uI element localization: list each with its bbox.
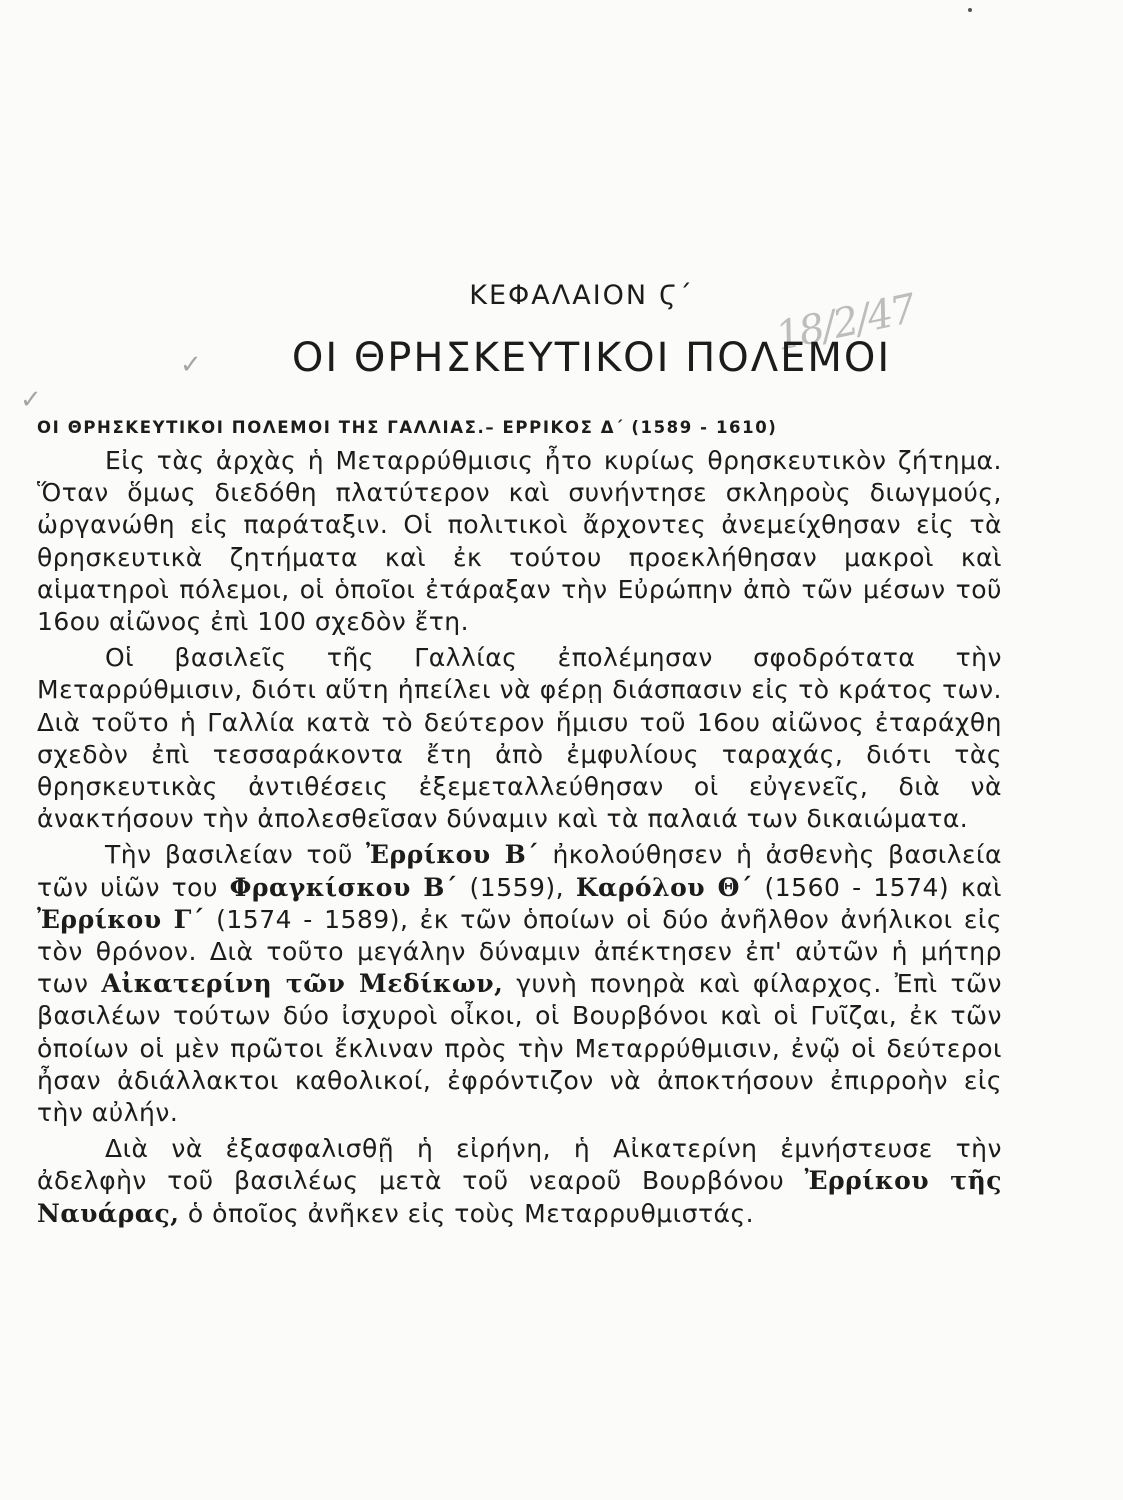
chapter-title: ΟΙ ΘΡΗΣΚΕΥΤΙΚΟΙ ΠΟΛΕΜΟΙ	[291, 335, 892, 381]
name-karolos-th: Καρόλου Θ΄	[575, 872, 753, 902]
name-errikos-b: Ἐρρίκου Β΄	[366, 840, 540, 870]
paragraph-text: (1559),	[457, 872, 576, 902]
section-heading: ΟΙ ΘΡΗΣΚΕΥΤΙΚΟΙ ΠΟΛΕΜΟΙ ΤΗΣ ΓΑΛΛΙΑΣ.– ΕΡΡΙΚΟΣ Δ΄ (1589 - 1610)	[37, 418, 778, 437]
paragraph-text: (1560 - 1574) καὶ	[752, 872, 1002, 902]
check-mark-icon: ✓	[180, 350, 202, 380]
paragraph-text: (1574 - 1589), ἐκ τῶν ὁποίων οἱ δύο ἀνῆλθον ἀνήλικοι εἰς τὸν θρόνον. Διὰ τοῦτο μεγάλην δύναμιν ἀπέκτησεν ἐπ' αὐτῶν ἡ μήτηρ των	[37, 904, 1003, 999]
paragraph-text: Τὴν βασιλείαν τοῦ	[105, 840, 367, 870]
paragraph-4	[37, 1133, 1002, 1230]
paragraph-3	[37, 839, 1002, 1129]
check-mark-icon: ✓	[20, 385, 42, 415]
paragraph-2: Οἱ βασιλεῖς τῆς Γαλλίας ἐπολέμησαν σφοδρότατα τὴν Μεταρρύθμισιν, διότι αὕτη ἠπείλει νὰ φέρῃ διάσπασιν εἰς τὸ κράτος των. Διὰ τοῦτο ἡ Γαλλία κατὰ τὸ δεύτερον ἥμισυ τοῦ 16ου αἰῶνος ἐταράχθη σχεδὸν ἐπὶ τεσσαράκοντα ἔτη ἀπὸ ἐμφυλίους ταραχάς, διότι τὰς θρησκευτικὰς ἀντιθέσεις ἐξεμεταλλεύθησαν οἱ εὐγενεῖς, διὰ νὰ ἀνακτήσουν τὴν ἀπολεσθεῖσαν δύναμιν καὶ τὰ παλαιά των δικαιώματα.	[37, 643, 1002, 834]
name-errikos-g: Ἐρρίκου Γ΄	[37, 904, 205, 934]
paragraph-text: Διὰ νὰ ἐξασφαλισθῇ ἡ εἰρήνη, ἡ Αἰκατερίνη ἐμνήστευσε τὴν ἀδελφὴν τοῦ βασιλέως μετὰ τοῦ νεαροῦ Βουρβόνου	[37, 1134, 1002, 1196]
scan-speck	[968, 8, 972, 12]
paragraph-text: γυνὴ πονηρὰ καὶ φίλαρχος. Ἐπὶ τῶν βασιλέων τούτων δύο ἰσχυροὶ οἶκοι, οἱ Βουρβόνοι καὶ οἱ Γυῖζαι, ἐκ τῶν ὁποίων οἱ μὲν πρῶτοι ἔκλιναν πρὸς τὴν Μεταρρύθμισιν, ἐνῷ οἱ δεύτεροι ἦσαν ἀδιάλλακτοι καθολικοί, ἐφρόντιζον νὰ ἀποκτήσουν ἐπιρροὴν εἰς τὴν αὐλήν.	[37, 969, 1002, 1128]
name-fragkiskos-b: Φραγκίσκου Β΄	[229, 872, 458, 902]
handwritten-date-annotation: 18/2/47	[771, 285, 919, 361]
name-aikaterini-medici: Αἰκατερίνη τῶν Μεδίκων,	[101, 969, 504, 999]
name-errikos-navarra: Ἐρρίκου τῆς Ναυάρας,	[37, 1166, 1002, 1228]
paragraph-text: ὁ ὁποῖος ἀνῆκεν εἰς τοὺς Μεταρρυθμιστάς.	[179, 1198, 755, 1228]
chapter-label: ΚΕΦΑΛΑΙΟΝ Ϛ΄	[469, 280, 694, 311]
paragraph-text: ἠκολούθησεν ἡ ἀσθενὴς βασιλεία τῶν υἱῶν του	[37, 840, 1002, 902]
paragraph-1: Εἰς τὰς ἀρχὰς ἡ Μεταρρύθμισις ἦτο κυρίως θρησκευτικὸν ζήτημα. Ὅταν ὅμως διεδόθη πλατύτερον καὶ συνήντησε σκληροὺς διωγμούς, ὠργανώθη εἰς παράταξιν. Οἱ πολιτικοὶ ἄρχοντες ἀνεμείχθησαν εἰς τὰ θρησκευτικὰ ζητήματα καὶ ἐκ τούτου προεκλήθησαν μακροὶ καὶ αἱματηροὶ πόλεμοι, οἱ ὁποῖοι ἐτάραξαν τὴν Εὐρώπην ἀπὸ τῶν μέσων τοῦ 16ου αἰῶνος ἐπὶ 100 σχεδὸν ἔτη.	[37, 446, 1002, 637]
body-text	[37, 445, 1002, 1234]
